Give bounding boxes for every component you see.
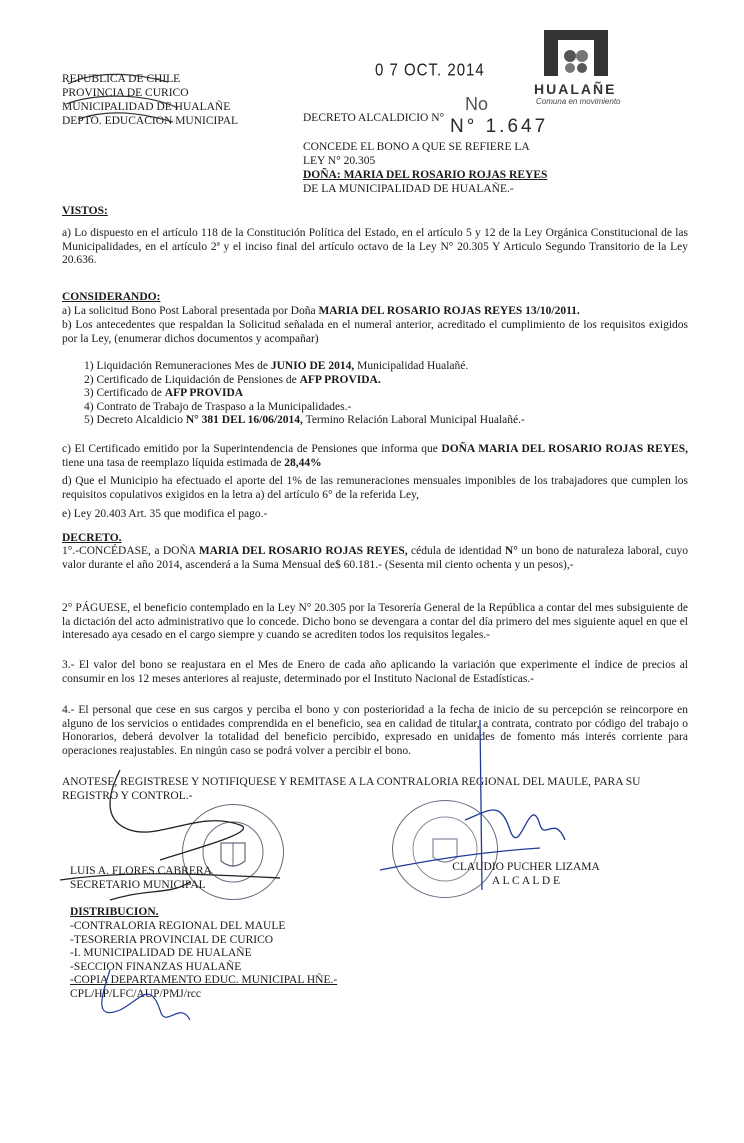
decreto-4: 4.- El personal que cese en sus cargos y perciba el bono y con posterioridad a la fecha de inicio de su percepción se reincorpore en alguno de los servicios o entidades comprendida en el beneficio, sea en calidad de titular, a contrata, contrato por código del trabajo o Honorarios, deberá devolver la totalidad del beneficio percibido, expresado en unidades de fomento más interés corriente para operaciones reajustables. En ningún caso se podrá volver a percibir el bono. (62, 704, 688, 757)
initials-scribble (90, 960, 200, 1050)
considerando-e: e) Ley 20.403 Art. 35 que modifica el pago.- (62, 508, 268, 520)
decreto-heading: DECRETO. (62, 532, 122, 544)
documents-list (84, 360, 664, 428)
closing-clause: ANOTESE, REGISTRESE Y NOTIFIQUESE Y REMITASE A LA CONTRALORIA REGIONAL DEL MAULE, PARA SU REGISTRO Y CONTROL.- (62, 776, 641, 802)
distribucion-heading: DISTRIBUCION. (70, 906, 159, 918)
secretary-name: LUIS A. FLORES CABRERA (70, 865, 212, 877)
issuer-line: DEPTO. EDUCACION MUNICIPAL (62, 115, 239, 127)
list-item: 4) Contrato de Trabajo de Traspaso a la Municipalidades.- (84, 400, 352, 413)
vistos-heading: VISTOS: (62, 205, 108, 217)
distribution-item: -COPIA DEPARTAMENTO EDUC. MUNICIPAL HÑE.- (70, 974, 338, 986)
considerando-d: d) Que el Municipio ha efectuado el aporte del 1% de las remuneraciones mensuales imponibles de los trabajadores que cumplen los requisitos copulativos exigidos en la letra a) del artículo 6° de la referida Ley, (62, 475, 688, 501)
secretary-block (70, 864, 212, 892)
issuer-line: MUNICIPALIDAD DE HUALAÑE (62, 101, 231, 113)
subject-line: CONCEDE EL BONO A QUE SE REFIERE LA (303, 141, 530, 153)
distribution-item: -SECCION FINANZAS HUALAÑE (70, 960, 242, 973)
decreto-2: 2° PÁGUESE, el beneficio contemplado en la Ley N° 20.305 por la Tesorería General de la República a contar del mes subsiguiente de la dictación del acto administrativo que lo concede. Dicho bono se devengara a contar del día primero del mes siguiente aquel en que el interesado aya cesado en el cargo siempre y cuando se acrediten todos los requisitos legales.- (62, 602, 688, 641)
list-item: 5) Decreto Alcaldicio N° 381 DEL 16/06/2014, Termino Relación Laboral Municipal Hualañé.- (84, 414, 525, 426)
initials: CPL/HP/LFC/AUP/PMJ/rcc (70, 987, 201, 1000)
list-item: 1) Liquidación Remuneraciones Mes de JUNIO DE 2014, Municipalidad Hualañé. (84, 360, 469, 372)
mayor-title: A L C A L D E (491, 875, 561, 887)
decree-label: DECRETO ALCALDICIO N° (303, 112, 445, 124)
decree-stamp-no: No (465, 94, 489, 114)
considerando-a: a) La solicitud Bono Post Laboral presentada por Doña MARIA DEL ROSARIO ROJAS REYES 13/10/2011. (62, 305, 580, 317)
decree-subject (303, 140, 563, 196)
mayor-name: CLAUDIO PUCHER LIZAMA (452, 861, 600, 873)
logo-tagline: Comuna en movimiento (536, 97, 621, 106)
considerando-b: b) Los antecedentes que respaldan la Solicitud señalada en el numeral anterior, acreditado el cumplimiento de los requisitos exigidos por la Ley, (enumerar dichos documentos y acompañar) (62, 319, 688, 345)
list-item: 3) Certificado de AFP PROVIDA (84, 387, 244, 399)
header-scribble (58, 64, 188, 126)
subject-beneficiary: DOÑA: MARIA DEL ROSARIO ROJAS REYES (303, 169, 548, 181)
subject-line: DE LA MUNICIPALIDAD DE HUALAÑE.- (303, 183, 514, 195)
municipality-logo (532, 30, 644, 106)
decreto-1: 1°.-CONCÉDASE, a DOÑA MARIA DEL ROSARIO ROJAS REYES, cédula de identidad N° un bono de naturaleza laboral, cuyo valor durante el año 2014, ascenderá a la Suma Mensual de$ 60.181.- (Sesenta mil ciento ochenta y un pesos),- (62, 545, 688, 571)
list-item: 2) Certificado de Liquidación de Pensiones de AFP PROVIDA. (84, 373, 381, 386)
decreto-3: 3.- El valor del bono se reajustara en el Mes de Enero de cada año aplicando la variación que experimente el índice de precios al consumir en los 12 meses anteriores al reajuste, determinado por el Instituto Nacional de Estadísticas.- (62, 659, 688, 685)
received-date-stamp: 0 7 OCT. 2014 (375, 60, 485, 81)
mayor-block (441, 860, 611, 888)
distribution-item: -I. MUNICIPALIDAD DE HUALAÑE (70, 947, 252, 959)
issuer-line: REPUBLICA DE CHILE (62, 73, 181, 85)
decree-number: N° 1.647 (450, 116, 549, 137)
secretary-title: SECRETARIO MUNICIPAL (70, 879, 206, 891)
distribution-item: -TESORERIA PROVINCIAL DE CURICO (70, 933, 274, 946)
hualane-logo-icon (542, 30, 610, 76)
distribution-item: -CONTRALORIA REGIONAL DEL MAULE (70, 920, 286, 932)
considerando-c: c) El Certificado emitido por la Superintendencia de Pensiones que informa que DOÑA MARIA DEL ROSARIO ROJAS REYES, tiene una tasa de reemplazo líquida estimada de 28,44% (62, 443, 688, 469)
issuer-line: PROVINCIA DE CURICO (62, 87, 189, 99)
subject-line: LEY N° 20.305 (303, 155, 376, 167)
considerando-heading: CONSIDERANDO: (62, 291, 161, 303)
vistos-a: a) Lo dispuesto en el artículo 118 de la Constitución Política del Estado, en el artículo 5 y 12 de la Ley Orgánica Constitucional de las Municipalidades, en el artículo 2ª y el inciso final del artículo octavo de la Ley N° 20.305 Y Articulo Segundo Transitorio de la Ley 20.636. (62, 227, 688, 266)
logo-wordmark: HUALAÑE (534, 81, 617, 97)
